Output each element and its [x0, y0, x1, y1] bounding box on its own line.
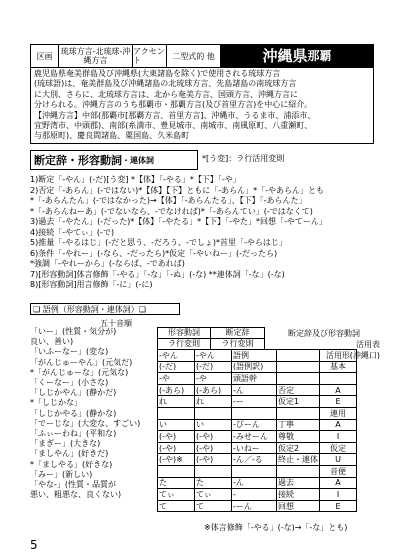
conj-header: [157, 327, 265, 349]
conj-row: [158, 442, 357, 454]
conj-cell: [232, 407, 277, 419]
conj-cell: (-あら): [195, 384, 232, 396]
conj-cell: U: [320, 454, 357, 466]
vocab-item: 「ましやん」(好きだ): [30, 449, 109, 459]
intro-box: [30, 68, 374, 144]
vocab-item: *「しじかな」: [30, 398, 82, 408]
conj-cell: [158, 465, 195, 477]
conj-row: [158, 373, 357, 385]
vocab-item: 「いふーなー」(変な): [30, 347, 109, 357]
conj-cell: [277, 465, 320, 477]
intro-line: 与那原町)、慶良間諸島、粟国島、久米島町: [34, 131, 190, 141]
vocab-list: [30, 327, 158, 500]
conj-row: [158, 489, 357, 501]
conj-cell: [232, 465, 277, 477]
conj-cell: てぃ: [158, 489, 195, 501]
conj-head-cell: 断定辞: [211, 327, 265, 338]
conj-cell: -やん: [195, 350, 232, 362]
conj-cell: 仮定1: [277, 396, 320, 408]
conj-cell: 終止・連体: [278, 455, 318, 465]
conj-cell: -ーん: [232, 500, 277, 512]
conj-cell: -やん: [158, 350, 195, 362]
vocab-item: 「がんじゅーやん」(元気だ): [30, 357, 133, 367]
conj-cell: い: [195, 419, 232, 431]
conj-row: [158, 407, 357, 419]
conj-cell: い: [158, 419, 195, 431]
header-accent-label: アクセント: [133, 45, 167, 67]
conj-cell: 回想: [277, 500, 320, 512]
conj-cell: [320, 373, 357, 385]
vocab-title: ❏ 語例（形容動詞・連体詞）❏: [30, 303, 180, 315]
section-title: 断定辞・形容動詞 ・連体詞: [30, 150, 198, 170]
rule-line: 2)否定「-あらん」(-ではない)*【体】【下】ともに「-あらん」*「-やあらん」とも: [30, 185, 324, 195]
conj-cell: I: [320, 489, 357, 501]
conj-cell: [277, 350, 320, 362]
conj-cell: A: [320, 384, 357, 396]
vocab-item: 「やな-」(性質・品質が: [30, 480, 117, 490]
rule-line: *強調「-やれーから」(-ならば、-であれば): [30, 259, 185, 268]
rule-line: 7)[形容動詞]体言修飾「-やる」「-な」「-ぬ」(-な) **連体詞「-な」(-な): [30, 269, 285, 279]
conj-row: [158, 477, 357, 489]
rule-line: *「-あらんねーあ」(-でないなら、-でなければ)*「-あらんてい」(-ではなくて): [30, 206, 313, 216]
conj-cell: [277, 361, 320, 373]
conj-cell: -: [232, 489, 277, 501]
conj-row: [158, 384, 357, 396]
vocab-item: 「いー」(性質・気分が): [30, 327, 117, 336]
vocab-item: 「まぎー」(大きな): [30, 439, 101, 449]
header-title: [221, 45, 373, 67]
conj-cell: -ん: [232, 477, 277, 489]
vocab-item: 「ふぃーわね」(平和な): [30, 429, 117, 439]
conj-cell: [277, 407, 320, 419]
header-accent: 二型式的 他: [167, 45, 221, 67]
conj-cell: れ: [158, 396, 195, 408]
conj-row: [158, 431, 357, 443]
rule-line: 1)断定「-やん」(-だ)[う変] *【体】「-やる」*【下】「-や」: [30, 175, 241, 184]
conj-cell: た: [158, 477, 195, 489]
conj-cell: (-だ): [195, 361, 232, 373]
conj-cell: れ: [195, 396, 232, 408]
header-label: 区画: [31, 45, 59, 67]
header-title-sub: 那覇: [307, 48, 332, 63]
rule-line: 3)過去「-やたん」(-だった)*【体】「-やたる」*【下】「-やた」*回想「-やてーん」: [30, 217, 327, 226]
conj-cell: 音便: [320, 465, 357, 477]
conj-cell: 尊敬: [277, 431, 320, 443]
conj-cell: -や: [158, 373, 195, 385]
conj-cell: 活用形: [320, 350, 357, 362]
conj-cell: E: [320, 500, 357, 512]
vocab-item: 「くーなー」(小さな): [30, 378, 109, 388]
conj-cell: -や: [195, 373, 232, 385]
conj-cell: -みせーん: [232, 431, 277, 443]
conj-head-cell: ラ行変則: [211, 338, 265, 349]
section-note: *[う変]：ラ行活用変則: [202, 154, 285, 163]
rule-line: 6)条件「-やれー」(-なら、-だったら)*仮定「-やいねー」(-だったら): [30, 248, 278, 258]
conj-cell: てぃ: [195, 489, 232, 501]
header-title-main: 沖縄県: [262, 46, 308, 65]
intro-line: 鹿児島県奄美群島及び沖縄県(大東諸島を除く)で使用される琉球方言: [34, 69, 281, 78]
conj-cell: -ー: [232, 396, 277, 408]
conj-table: [157, 349, 357, 512]
intro-line: 分けられる。沖縄方言のうち那覇市・那覇方言(及び首里方言)を中心に紹介。: [34, 100, 313, 110]
conj-cell: E: [320, 396, 357, 408]
conj-row: [158, 465, 357, 477]
conj-cell: 頭語幹: [232, 373, 277, 385]
conj-cell: (-や): [195, 431, 232, 443]
conj-cell: (-だ): [158, 361, 195, 373]
conj-cell: [195, 407, 232, 419]
conj-cell: A: [320, 419, 357, 431]
rule-line: 8)[形容動詞]用言修飾「-に」(-に): [30, 280, 153, 289]
conj-row: [158, 396, 357, 408]
vocab-item: 「しじかやん」(静かだ): [30, 388, 117, 398]
conj-row: [158, 454, 357, 466]
conj-cell: [158, 407, 195, 419]
page-number: 5: [30, 538, 38, 552]
conj-cell: I: [320, 431, 357, 443]
conj-cell: て: [195, 500, 232, 512]
conj-head-cell: ラ行変則: [157, 338, 211, 349]
vocab-item: 「でーじな」(大変な、すごい): [30, 418, 141, 428]
conj-cell: (-や): [195, 442, 232, 454]
conj-row: [158, 350, 357, 362]
conj-cell: (-あら): [158, 384, 195, 396]
vocab-item: *「ましやる」(好きな): [30, 459, 113, 469]
conj-cell: (語例訳): [232, 361, 277, 373]
conj-row: [158, 419, 357, 431]
rule-line: *「-あらんたん」(-ではなかった)→【体】「-あらんたる」、【下】「-あらんた」: [30, 196, 307, 205]
conj-cell: 連用: [320, 407, 357, 419]
conj-cell: (-や)※: [158, 454, 195, 466]
conj-cell: (-や): [195, 454, 232, 466]
conj-cell: 過去: [277, 477, 320, 489]
conj-row: [158, 361, 357, 373]
conj-cell: て: [158, 500, 195, 512]
header-dialect: 琉球方言-北琉球-沖縄方言: [59, 45, 133, 67]
conj-cell: -いねー: [232, 442, 277, 454]
conj-cell: 否定: [277, 384, 320, 396]
intro-line: (琉球語)は、奄美群島及び沖縄諸島の北琉球方言、先島諸島の南琉球方言: [34, 79, 297, 89]
vocab-item: *「がんじゅーな」(元気な): [30, 367, 129, 377]
vocab-item: 悪い、粗悪な、良くない): [30, 490, 122, 500]
conj-table-title: 断定辞及び形容動詞 活用表 (沖縄口): [288, 329, 380, 360]
conj-cell: (-や): [158, 442, 195, 454]
intro-line: 【沖縄方言】中部(那覇市[那覇方言、首里方言]、沖縄市、うるま市、浦添市、: [34, 110, 316, 120]
conj-cell: 語例: [232, 350, 277, 362]
conj-cell: -ん: [232, 384, 277, 396]
rule-line: 5)推量「-やるはじ」(-だと思う、-だろう、-でしょ)*首里「-やらはじ」: [30, 238, 287, 247]
conj-cell: [277, 373, 320, 385]
conj-cell: 基本: [320, 361, 357, 373]
conj-cell: A: [320, 477, 357, 489]
conj-cell: (-や): [158, 431, 195, 443]
rules-list: [30, 175, 380, 291]
conj-cell: 仮定: [320, 442, 357, 454]
conj-cell: -ん／-る: [232, 454, 277, 466]
conj-head-cell: 形容動詞: [157, 327, 211, 338]
intro-line: 宜野湾市、中頭郡)、南部(糸満市、豊見城市、南城市、南風原町、八重瀬町、: [34, 121, 313, 131]
five-label: 五十音順: [100, 319, 132, 328]
vocab-item: 良い、善い): [30, 337, 74, 347]
conj-cell: 仮定2: [277, 442, 320, 454]
conj-cell: -びーん: [232, 419, 277, 431]
rule-line: 4)接続「-やてぃ」(-で): [30, 227, 115, 237]
conj-row: [158, 500, 357, 512]
footnote: ※体言修飾「-やる」(-な)→「-な」とも): [204, 523, 348, 532]
conj-cell: た: [195, 477, 232, 489]
intro-line: に大別、さらに、北琉球方言は、北から奄美方言、国頭方言、沖縄方言に: [34, 89, 298, 99]
header-table: [30, 44, 374, 68]
vocab-item: 「みー」(新しい): [30, 469, 93, 479]
conj-cell: 丁寧: [277, 419, 320, 431]
conj-cell: [195, 465, 232, 477]
vocab-item: 「しじかやる」(静かな): [30, 408, 117, 418]
conj-cell: 接続: [277, 489, 320, 501]
